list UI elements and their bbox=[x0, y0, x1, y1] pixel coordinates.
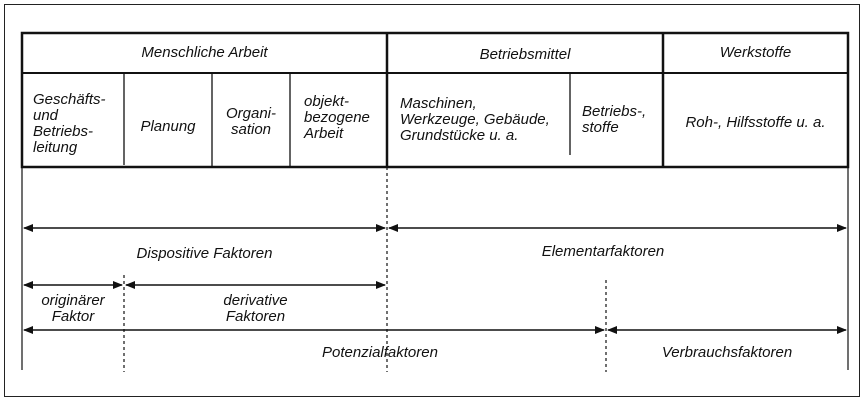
cell-geschaeftsleitung: Geschäfts- und Betriebs- leitung bbox=[33, 91, 106, 156]
header-betriebsmittel: Betriebsmittel bbox=[479, 46, 571, 63]
cell-planung: Planung bbox=[140, 118, 196, 135]
vertical-guides bbox=[22, 167, 848, 372]
label-potenzialfaktoren: Potenzialfaktoren bbox=[322, 344, 438, 361]
label-elementarfaktoren: Elementarfaktoren bbox=[541, 243, 665, 260]
header-menschliche-arbeit: Menschliche Arbeit bbox=[141, 44, 268, 61]
label-verbrauchsfaktoren: Verbrauchsfaktoren bbox=[661, 344, 793, 361]
cell-betriebsstoffe: Betriebs-, stoffe bbox=[582, 103, 647, 136]
cell-objektbezogene-arbeit: objekt- bezogene Arbeit bbox=[304, 93, 370, 142]
label-dispositive-faktoren: Dispositive Faktoren bbox=[136, 245, 273, 262]
cell-rohstoffe: Roh-, Hilfsstoffe u. a. bbox=[685, 114, 826, 131]
outer-border bbox=[5, 5, 860, 397]
header-werkstoffe: Werkstoffe bbox=[719, 44, 792, 61]
label-originaerer-faktor: originärer Faktor bbox=[41, 292, 105, 325]
cell-maschinen: Maschinen, Werkzeuge, Gebäude, Grundstücke u. a. bbox=[400, 95, 550, 144]
label-derivative-faktoren: derivative Faktoren bbox=[223, 292, 288, 325]
cell-organisation: Organi- sation bbox=[225, 105, 277, 138]
